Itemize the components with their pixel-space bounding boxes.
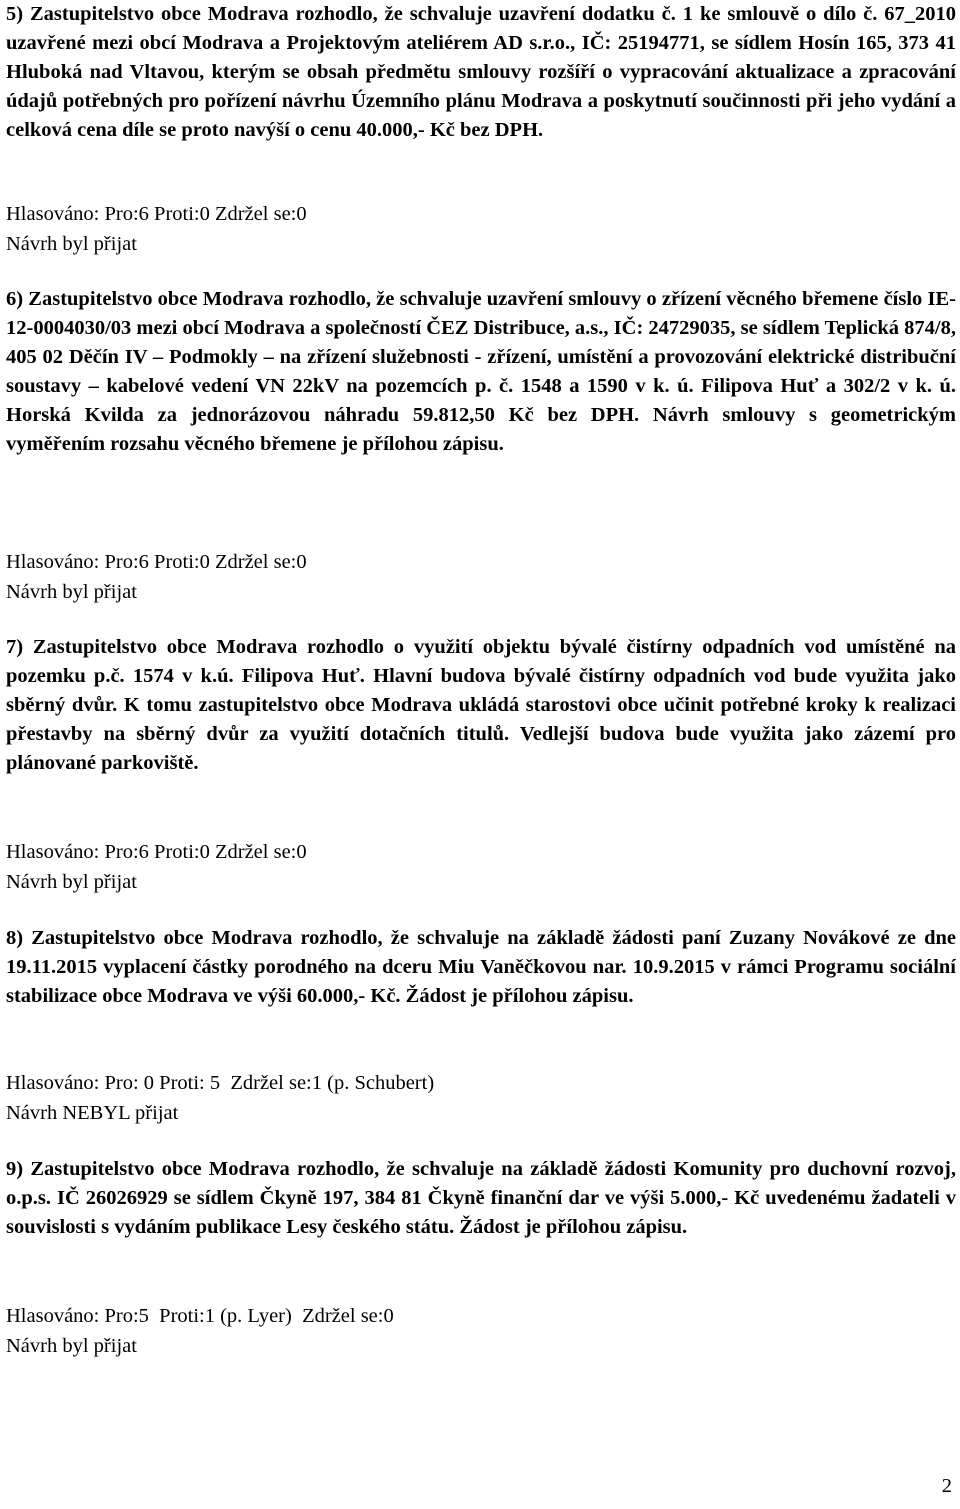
resolution-8-result: Návrh NEBYL přijat	[6, 1102, 179, 1124]
resolution-5-vote	[6, 199, 956, 259]
resolution-6-vote-tally: Hlasováno: Pro:6 Proti:0 Zdržel se:0	[6, 551, 307, 573]
resolution-7-text: 7) Zastupitelstvo obce Modrava rozhodlo o využití objektu bývalé čistírny odpadních vod umístěné na pozemku p.č. 1574 v k.ú. Filipova Huť. Hlavní budova bývalé čistírny odpadních vod bude využita jako sběrný dvůr. K tomu zastupitelstvo obce Modrava ukládá starostovi obce učinit potřebné kroky k realizaci přestavby na sběrný dvůr za využití dotačních titulů. Vedlejší budova bude využita jako zázemí pro plánované parkoviště.	[6, 636, 956, 774]
resolution-5-vote-tally: Hlasováno: Pro:6 Proti:0 Zdržel se:0	[6, 203, 307, 225]
resolution-6-vote	[6, 547, 956, 607]
page-number: 2	[941, 1475, 952, 1497]
resolution-5-result: Návrh byl přijat	[6, 233, 137, 255]
resolution-7-vote	[6, 837, 956, 897]
resolution-9-vote	[6, 1301, 956, 1361]
resolution-8-vote-tally: Hlasováno: Pro: 0 Proti: 5 Zdržel se:1 (p. Schubert)	[6, 1072, 435, 1094]
resolution-9-vote-tally: Hlasováno: Pro:5 Proti:1 (p. Lyer) Zdržel se:0	[6, 1305, 394, 1327]
resolution-6-text: 6) Zastupitelstvo obce Modrava rozhodlo, že schvaluje uzavření smlouvy o zřízení věcného břemene číslo IE-12-0004030/03 mezi obcí Modrava a společností ČEZ Distribuce, a.s., IČ: 24729035, se sídlem Teplická 874/8, 405 02 Děčín IV – Podmokly – na zřízení služebnosti - zřízení, umístění a provozování elektrické distribuční soustavy – kabelové vedení VN 22kV na pozemcích p. č. 1548 a 1590 v k. ú. Filipova Huť a 302/2 v k. ú. Horská Kvilda za jednorázovou náhradu 59.812,50 Kč bez DPH. Návrh smlouvy s geometrickým vyměřením rozsahu věcného břemene je přílohou zápisu.	[6, 288, 956, 455]
resolution-8-text: 8) Zastupitelstvo obce Modrava rozhodlo, že schvaluje na základě žádosti paní Zuzany Novákové ze dne 19.11.2015 vyplacení částky porodného na dceru Miu Vaněčkovou nar. 10.9.2015 v rámci Programu sociální stabilizace obce Modrava ve výši 60.000,- Kč. Žádost je přílohou zápisu.	[6, 927, 956, 1007]
resolution-9-result: Návrh byl přijat	[6, 1335, 137, 1357]
resolution-5-text: 5) Zastupitelstvo obce Modrava rozhodlo, že schvaluje uzavření dodatku č. 1 ke smlouvě o dílo č. 67_2010 uzavřené mezi obcí Modrava a Projektovým ateliérem AD s.r.o., IČ: 25194771, se sídlem Hosín 165, 373 41 Hluboká nad Vltavou, kterým se obsah předmětu smlouvy rozšíří o vypracování aktualizace a zpracování údajů potřebných pro pořízení návrhu Územního plánu Modrava a poskytnutí součinnosti při jeho vydání a celková cena díle se proto navýší o cenu 40.000,- Kč bez DPH.	[6, 3, 956, 141]
resolution-9-text: 9) Zastupitelstvo obce Modrava rozhodlo, že schvaluje na základě žádosti Komunity pro duchovní rozvoj, o.p.s. IČ 26026929 se sídlem Čkyně 197, 384 81 Čkyně finanční dar ve výši 5.000,- Kč uvedenému žadateli v souvislosti s vydáním publikace Lesy českého státu. Žádost je přílohou zápisu.	[6, 1158, 956, 1238]
resolution-7-vote-tally: Hlasováno: Pro:6 Proti:0 Zdržel se:0	[6, 841, 307, 863]
resolution-8-vote	[6, 1068, 956, 1128]
resolution-6-result: Návrh byl přijat	[6, 581, 137, 603]
resolution-7-result: Návrh byl přijat	[6, 871, 137, 893]
